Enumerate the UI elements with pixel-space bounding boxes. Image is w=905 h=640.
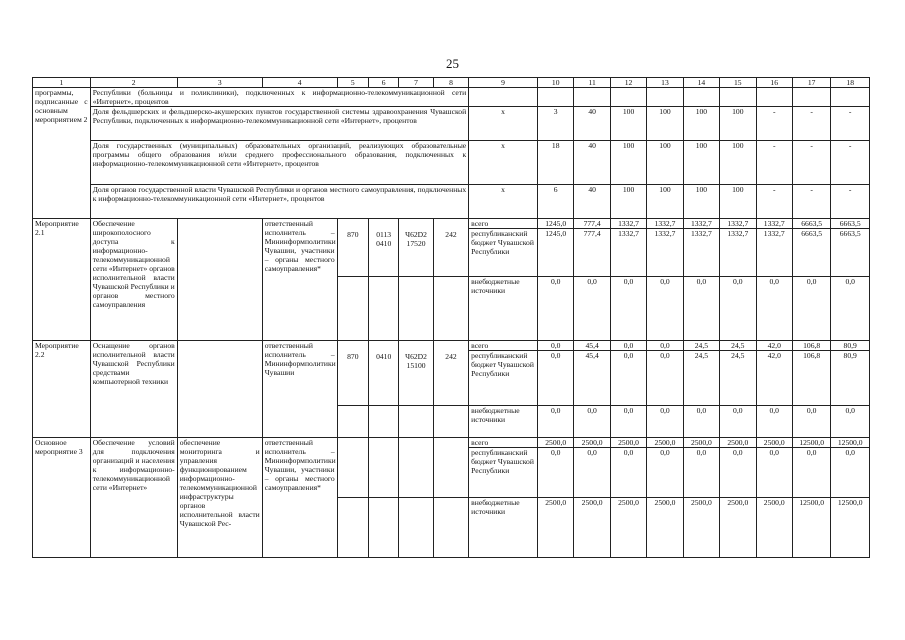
- funding-value: 2500,0: [683, 498, 719, 558]
- funding-value: 0,0: [831, 448, 870, 498]
- event-name: Обеспечение условий для подключения организаций и населения к информационно-телекоммуникационной сети «Интернет»: [90, 438, 177, 558]
- empty-code-cell: [337, 406, 368, 438]
- funding-value: 2500,0: [574, 438, 610, 448]
- funding-value: 1332,7: [756, 219, 792, 229]
- funding-value: 0,0: [647, 277, 683, 341]
- funding-value: 0,0: [831, 406, 870, 438]
- empty-code-cell: [337, 498, 368, 558]
- funding-value: 0,0: [647, 406, 683, 438]
- indicator-row: [33, 141, 870, 185]
- column-number: 16: [756, 78, 792, 88]
- funding-value: 0,0: [831, 277, 870, 341]
- indicator-value: [537, 88, 573, 107]
- funding-row: [33, 341, 870, 351]
- indicator-group-label: программы, подписанные с основным мероприятием 2: [33, 88, 91, 219]
- funding-value: 0,0: [792, 448, 830, 498]
- empty-code-cell: [433, 277, 468, 341]
- column-number: 11: [574, 78, 610, 88]
- funding-value: 24,5: [720, 351, 756, 406]
- column-number: 17: [792, 78, 830, 88]
- funding-value: 0,0: [574, 277, 610, 341]
- funding-source: всего: [469, 341, 538, 351]
- empty-code-cell: [368, 277, 398, 341]
- column-number: 8: [433, 78, 468, 88]
- indicator-text: Доля органов государственной власти Чувашской Республики и органов местного самоуправления, подключенных к информационно-телекоммуникационной сети «Интернет», процентов: [90, 185, 468, 219]
- indicator-value: [756, 88, 792, 107]
- funding-value: 6663,5: [792, 229, 830, 277]
- empty-code-cell: [399, 277, 433, 341]
- indicator-x: [469, 88, 538, 107]
- indicator-value: -: [831, 185, 870, 219]
- indicator-value: 100: [647, 107, 683, 141]
- rzpr-code: [368, 438, 398, 498]
- funding-value: 0,0: [756, 277, 792, 341]
- indicator-value: 100: [720, 141, 756, 185]
- indicator-value: 3: [537, 107, 573, 141]
- indicator-value: -: [756, 141, 792, 185]
- column-number: 4: [262, 78, 337, 88]
- empty-code-cell: [433, 498, 468, 558]
- funding-value: 0,0: [683, 406, 719, 438]
- indicator-x: x: [469, 185, 538, 219]
- grbs-code: [337, 438, 368, 498]
- funding-source: внебюджетные источники: [469, 406, 538, 438]
- funding-value: 45,4: [574, 351, 610, 406]
- funding-value: 12500,0: [831, 438, 870, 448]
- funding-source: республиканский бюджет Чувашской Республики: [469, 351, 538, 406]
- funding-value: 1332,7: [720, 229, 756, 277]
- page-number: 25: [446, 56, 459, 71]
- funding-value: 2500,0: [756, 438, 792, 448]
- funding-value: 106,8: [792, 341, 830, 351]
- funding-value: 0,0: [610, 448, 646, 498]
- funding-row: [33, 438, 870, 448]
- indicator-value: -: [756, 185, 792, 219]
- funding-source: республиканский бюджет Чувашской Республики: [469, 229, 538, 277]
- funding-value: 2500,0: [720, 498, 756, 558]
- event-task: [177, 341, 262, 438]
- funding-value: 1332,7: [683, 219, 719, 229]
- event-title: Основное мероприятие 3: [33, 438, 91, 558]
- indicator-value: 18: [537, 141, 573, 185]
- program-table: [32, 77, 870, 558]
- empty-code-cell: [368, 406, 398, 438]
- funding-value: 1332,7: [720, 219, 756, 229]
- indicator-text: Доля фельдшерских и фельдшерско-акушерских пунктов государственной системы здравоохранения Чувашской Республики, подключенных к информационно-телекоммуникационной сети «Интернет», процентов: [90, 107, 468, 141]
- funding-value: 0,0: [792, 406, 830, 438]
- indicator-value: [647, 88, 683, 107]
- indicator-value: -: [792, 107, 830, 141]
- indicator-row: [33, 107, 870, 141]
- funding-value: 2500,0: [610, 498, 646, 558]
- funding-value: 1332,7: [610, 219, 646, 229]
- funding-value: 6663,5: [792, 219, 830, 229]
- empty-code-cell: [399, 406, 433, 438]
- indicator-value: [683, 88, 719, 107]
- indicator-value: 100: [720, 107, 756, 141]
- indicator-row: [33, 88, 870, 107]
- funding-value: 0,0: [537, 448, 573, 498]
- empty-code-cell: [433, 406, 468, 438]
- funding-value: 0,0: [537, 341, 573, 351]
- event-executor: ответственный исполнитель – Мининформполитики Чувашии, участники – органы местного самоуправления*: [262, 438, 337, 558]
- indicator-value: -: [792, 141, 830, 185]
- indicator-value: 100: [610, 141, 646, 185]
- column-number: 13: [647, 78, 683, 88]
- indicator-value: -: [756, 107, 792, 141]
- funding-value: 2500,0: [610, 438, 646, 448]
- event-task: [177, 219, 262, 341]
- funding-value: 2500,0: [756, 498, 792, 558]
- funding-value: 1332,7: [647, 219, 683, 229]
- event-executor: ответственный исполнитель – Мининформполитики Чувашии, участники – органы местного самоуправления*: [262, 219, 337, 341]
- indicator-value: [831, 88, 870, 107]
- indicator-value: [574, 88, 610, 107]
- funding-value: 2500,0: [647, 438, 683, 448]
- indicator-value: 100: [647, 185, 683, 219]
- funding-value: 6663,5: [831, 229, 870, 277]
- empty-code-cell: [368, 498, 398, 558]
- funding-value: 0,0: [683, 277, 719, 341]
- funding-value: 1332,7: [610, 229, 646, 277]
- event-executor: ответственный исполнитель – Мининформполитики Чувашии: [262, 341, 337, 438]
- indicator-value: 40: [574, 185, 610, 219]
- funding-value: 0,0: [756, 448, 792, 498]
- funding-value: 1245,0: [537, 229, 573, 277]
- funding-value: 0,0: [647, 448, 683, 498]
- funding-value: 2500,0: [683, 438, 719, 448]
- column-number: 14: [683, 78, 719, 88]
- funding-value: 1332,7: [683, 229, 719, 277]
- column-number: 6: [368, 78, 398, 88]
- indicator-value: [792, 88, 830, 107]
- funding-value: 12500,0: [831, 498, 870, 558]
- funding-value: 24,5: [720, 341, 756, 351]
- funding-value: 2500,0: [574, 498, 610, 558]
- indicator-value: [720, 88, 756, 107]
- indicator-value: 100: [683, 141, 719, 185]
- vr-code: 242: [433, 341, 468, 406]
- funding-value: 80,9: [831, 351, 870, 406]
- funding-value: 0,0: [647, 351, 683, 406]
- column-number: 1: [33, 78, 91, 88]
- funding-value: 1245,0: [537, 219, 573, 229]
- indicator-value: -: [792, 185, 830, 219]
- empty-code-cell: [399, 498, 433, 558]
- funding-source: внебюджетные источники: [469, 277, 538, 341]
- rzpr-code: 0113 0410: [368, 219, 398, 277]
- funding-value: 6663,5: [831, 219, 870, 229]
- vr-code: [433, 438, 468, 498]
- indicator-value: [610, 88, 646, 107]
- column-number: 5: [337, 78, 368, 88]
- funding-value: 12500,0: [792, 438, 830, 448]
- funding-value: 106,8: [792, 351, 830, 406]
- indicator-value: 100: [610, 185, 646, 219]
- funding-value: 1332,7: [647, 229, 683, 277]
- event-title: Мероприятие 2.1: [33, 219, 91, 341]
- funding-value: 0,0: [683, 448, 719, 498]
- funding-value: 0,0: [610, 341, 646, 351]
- indicator-x: x: [469, 141, 538, 185]
- indicator-value: 100: [720, 185, 756, 219]
- funding-value: 777,4: [574, 229, 610, 277]
- funding-value: 0,0: [610, 277, 646, 341]
- indicator-value: -: [831, 107, 870, 141]
- column-number: 7: [399, 78, 433, 88]
- funding-value: 0,0: [537, 351, 573, 406]
- funding-value: 0,0: [792, 277, 830, 341]
- funding-value: 2500,0: [647, 498, 683, 558]
- funding-value: 777,4: [574, 219, 610, 229]
- csr-code: [399, 438, 433, 498]
- funding-value: 0,0: [756, 406, 792, 438]
- indicator-value: 6: [537, 185, 573, 219]
- column-number: 2: [90, 78, 177, 88]
- rzpr-code: 0410: [368, 341, 398, 406]
- column-number: 15: [720, 78, 756, 88]
- funding-value: 2500,0: [720, 438, 756, 448]
- indicator-value: 100: [610, 107, 646, 141]
- indicator-x: x: [469, 107, 538, 141]
- indicator-text: Республики (больницы и поликлиники), подключенных к информационно-телекоммуникационной сети «Интернет», процентов: [90, 88, 468, 107]
- funding-value: 2500,0: [537, 498, 573, 558]
- event-name: Обеспечение широкополосного доступа к информационно-телекоммуникационной сети «Интернет» органов исполнительной власти Чувашской Республики и органов местного самоуправления: [90, 219, 177, 341]
- indicator-value: -: [831, 141, 870, 185]
- funding-source: всего: [469, 438, 538, 448]
- funding-value: 0,0: [720, 277, 756, 341]
- funding-value: 24,5: [683, 341, 719, 351]
- funding-value: 0,0: [574, 406, 610, 438]
- funding-value: 1332,7: [756, 229, 792, 277]
- funding-value: 0,0: [537, 277, 573, 341]
- funding-value: 42,0: [756, 351, 792, 406]
- funding-value: 2500,0: [537, 438, 573, 448]
- event-title: Мероприятие 2.2: [33, 341, 91, 438]
- funding-value: 0,0: [574, 448, 610, 498]
- funding-value: 0,0: [610, 406, 646, 438]
- funding-source: всего: [469, 219, 538, 229]
- indicator-row: [33, 185, 870, 219]
- indicator-value: 40: [574, 107, 610, 141]
- event-name: Оснащение органов исполнительной власти Чувашской Республики средствами компьютерной техники: [90, 341, 177, 438]
- empty-code-cell: [337, 277, 368, 341]
- column-number: 12: [610, 78, 646, 88]
- column-number: 10: [537, 78, 573, 88]
- indicator-value: 100: [647, 141, 683, 185]
- grbs-code: 870: [337, 219, 368, 277]
- funding-row: [33, 219, 870, 229]
- column-number: 18: [831, 78, 870, 88]
- indicator-value: 100: [683, 107, 719, 141]
- grbs-code: 870: [337, 341, 368, 406]
- csr-code: Ч62D2 15100: [399, 341, 433, 406]
- indicator-text: Доля государственных (муниципальных) образовательных организаций, реализующих образовательные программы общего образования и/или среднего профессионального образования, подключенных к информационно-телекоммуникационной сети «Интернет», процентов: [90, 141, 468, 185]
- funding-value: 80,9: [831, 341, 870, 351]
- indicator-value: 40: [574, 141, 610, 185]
- funding-value: 0,0: [720, 448, 756, 498]
- funding-value: 0,0: [647, 341, 683, 351]
- funding-value: 0,0: [610, 351, 646, 406]
- funding-value: 0,0: [537, 406, 573, 438]
- funding-value: 12500,0: [792, 498, 830, 558]
- indicator-value: 100: [683, 185, 719, 219]
- vr-code: 242: [433, 219, 468, 277]
- event-task: обеспечение мониторинга и управления функционированием информационно-телекоммуникационной инфраструктуры органов исполнительной власти Чувашской Рес-: [177, 438, 262, 558]
- funding-value: 42,0: [756, 341, 792, 351]
- column-number-row: [33, 78, 870, 88]
- funding-value: 0,0: [720, 406, 756, 438]
- funding-value: 45,4: [574, 341, 610, 351]
- funding-source: республиканский бюджет Чувашской Республики: [469, 448, 538, 498]
- csr-code: Ч62D2 17520: [399, 219, 433, 277]
- funding-value: 24,5: [683, 351, 719, 406]
- column-number: 3: [177, 78, 262, 88]
- column-number: 9: [469, 78, 538, 88]
- funding-source: внебюджетные источники: [469, 498, 538, 558]
